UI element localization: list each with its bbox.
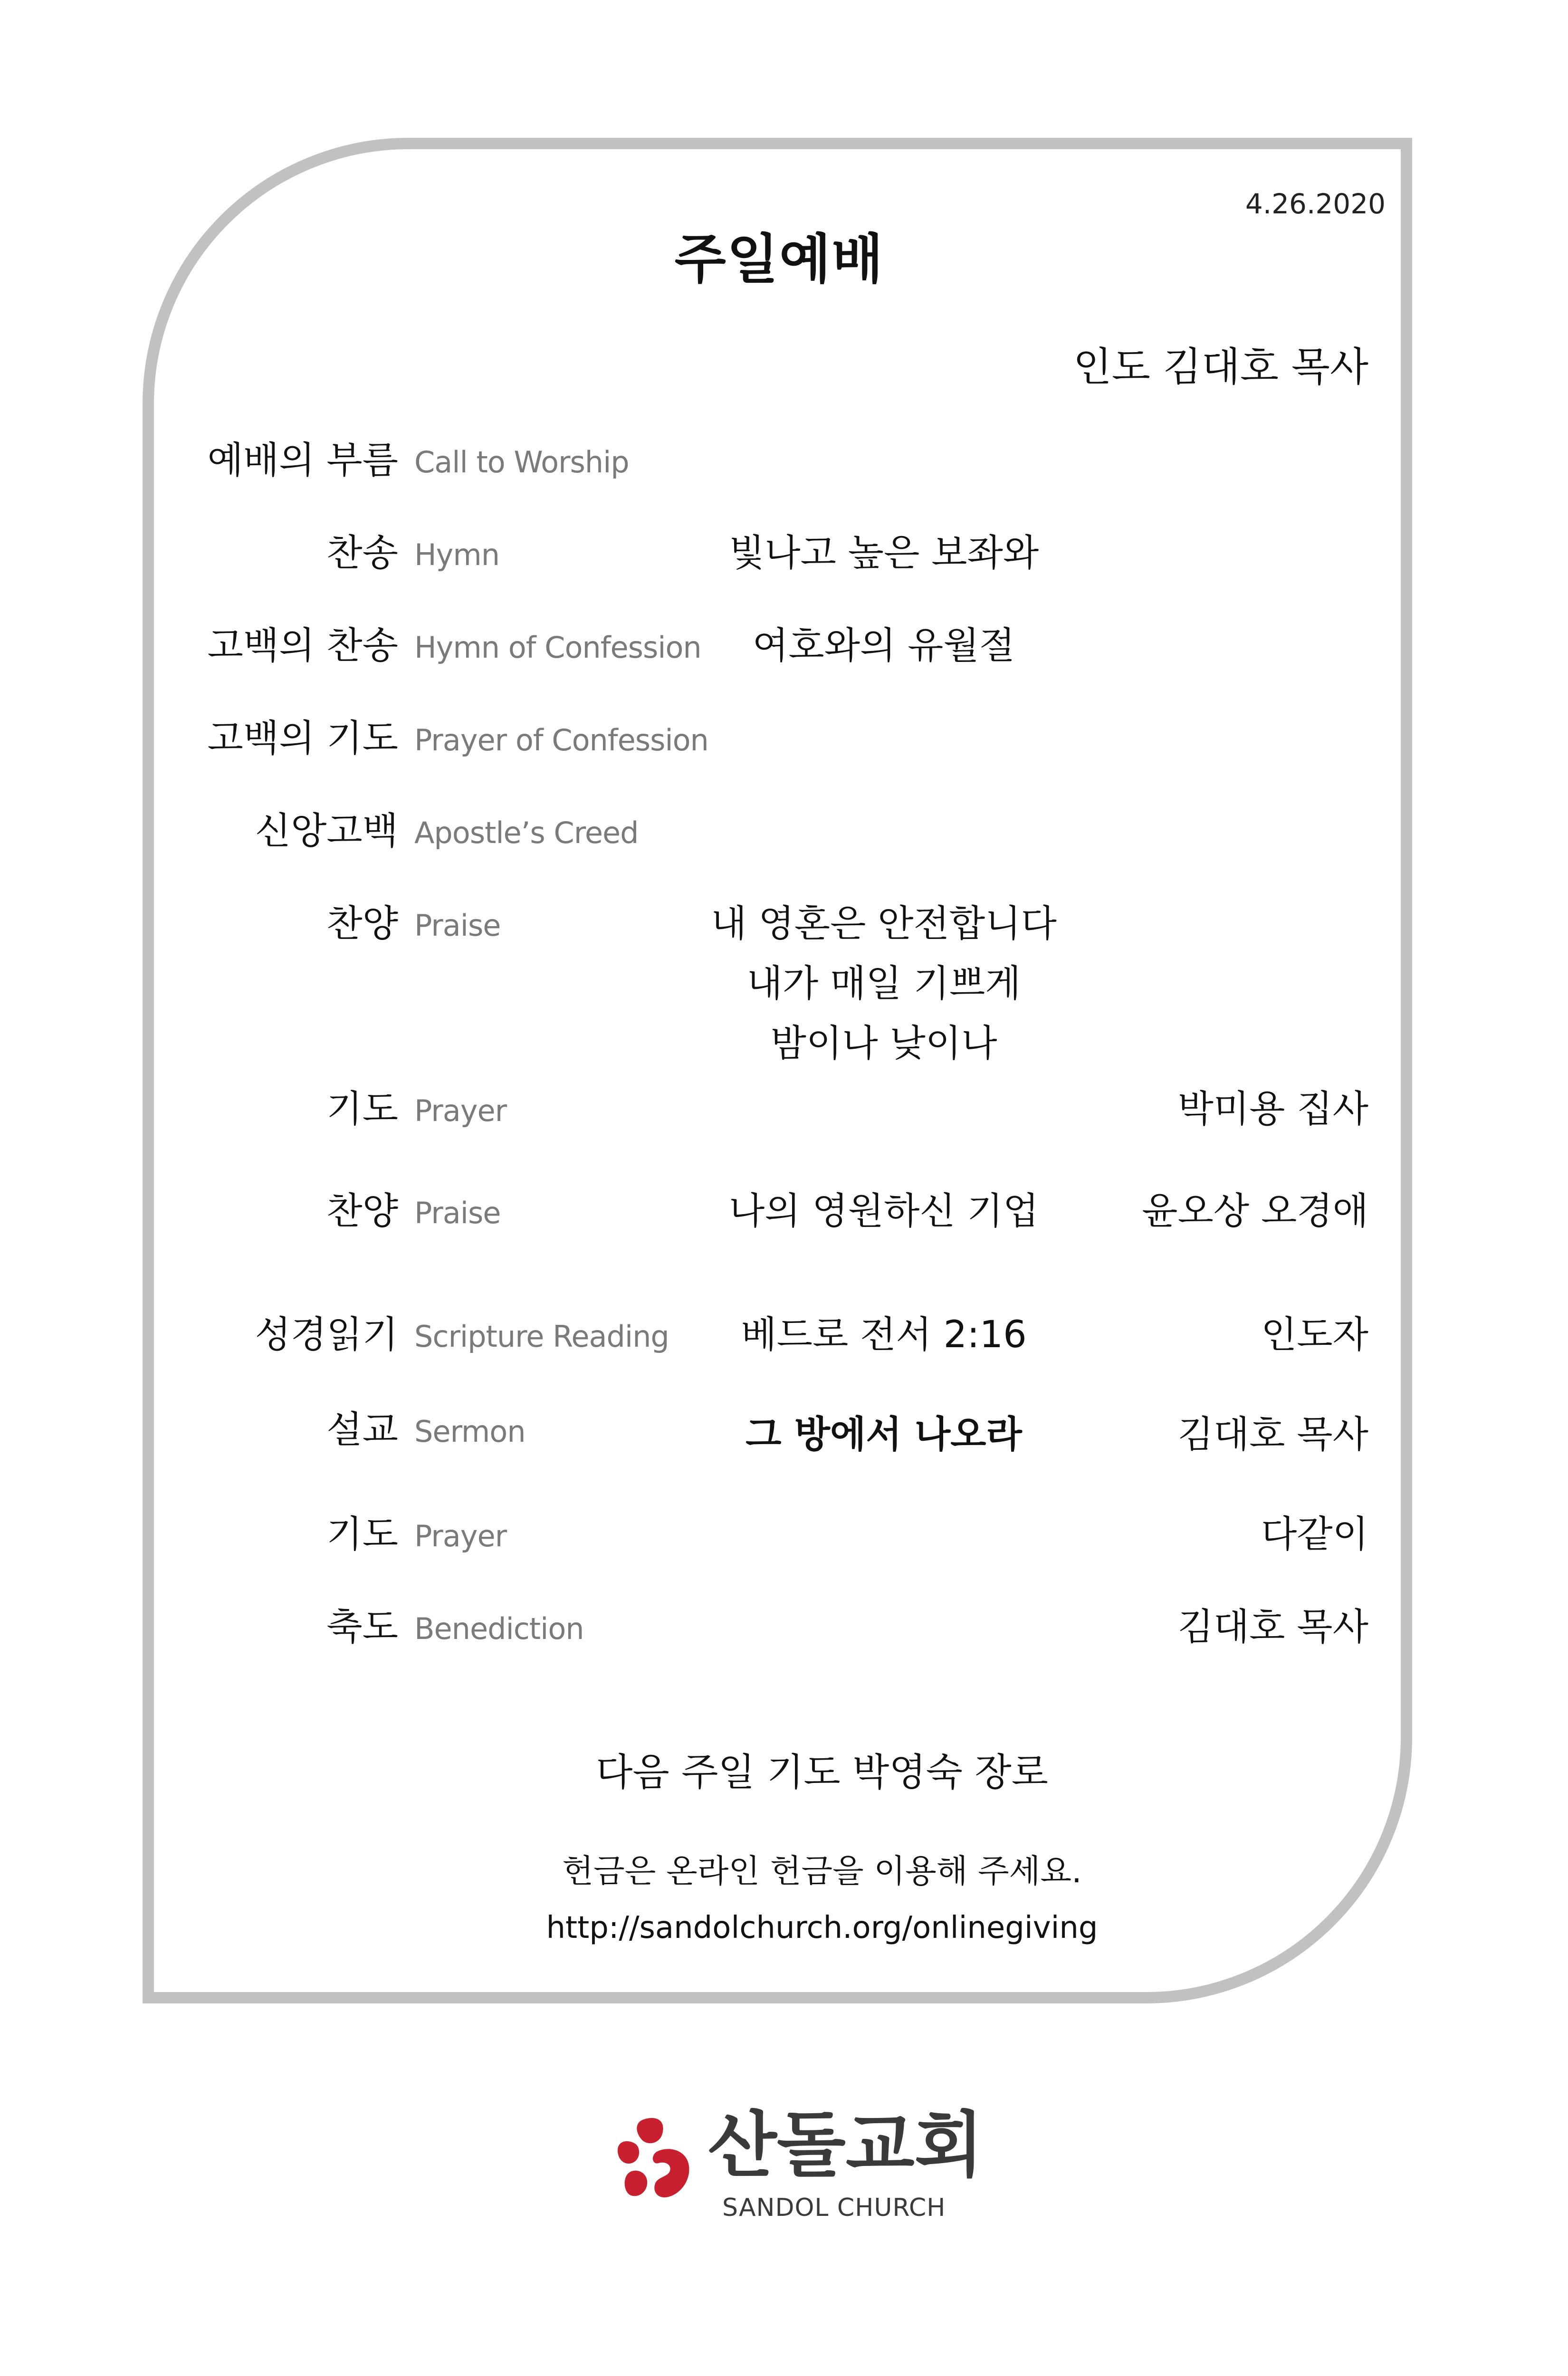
order-item-ko: 찬양 (326, 902, 398, 945)
praise-song: 내가 매일 기쁘게 (746, 962, 1021, 1005)
order-item-hymn-of-confession (0, 624, 1568, 684)
order-item-scripture-reading (0, 1313, 1568, 1373)
offering-note: 헌금은 온라인 헌금을 이용해 주세요. (562, 1853, 1082, 1890)
order-item-person: 박미용 집사 (1177, 1088, 1368, 1131)
order-item-ko: 찬송 (326, 532, 398, 575)
order-item-title: 빛나고 높은 보좌와 (728, 532, 1039, 575)
order-item-title: 나의 영원하신 기업 (728, 1190, 1039, 1233)
order-item-prayer-2 (0, 1513, 1568, 1573)
order-item-ko: 설교 (326, 1408, 398, 1451)
order-item-ko: 찬양 (326, 1190, 398, 1233)
order-item-prayer (0, 1088, 1568, 1148)
order-item-en: Benediction (414, 1611, 584, 1646)
order-item-en: Prayer (414, 1519, 507, 1553)
order-item-praise-2 (0, 1190, 1568, 1250)
order-item-sermon (0, 1408, 1568, 1468)
order-item-ko: 기도 (326, 1088, 398, 1131)
praise-song-list (698, 894, 1069, 1073)
order-item-ko: 고백의 기도 (207, 717, 398, 760)
order-item-ko: 기도 (326, 1513, 398, 1556)
order-item-ko: 축도 (326, 1606, 398, 1648)
order-item-en: Hymn (414, 537, 500, 572)
order-item-person: 김대호 목사 (1177, 1606, 1368, 1648)
order-item-en: Scripture Reading (414, 1319, 669, 1354)
order-item-prayer-of-confession (0, 717, 1568, 777)
praise-song: 밤이나 낮이나 (770, 1022, 997, 1065)
service-leader: 인도 김대호 목사 (1073, 344, 1368, 390)
order-item-ko: 예배의 부름 (207, 439, 398, 482)
order-item-person: 윤오상 오경애 (1142, 1190, 1368, 1233)
order-item-en: Prayer (414, 1093, 507, 1128)
service-date: 4.26.2020 (1245, 188, 1386, 220)
order-item-ko: 신앙고백 (255, 810, 398, 853)
order-item-en: Apostle’s Creed (414, 815, 639, 850)
order-item-call-to-worship (0, 439, 1568, 499)
order-item-en: Prayer of Confession (414, 723, 708, 757)
order-item-praise (0, 902, 1568, 1086)
next-week-prayer: 다음 주일 기도 박영숙 장로 (596, 1750, 1048, 1794)
order-item-hymn (0, 532, 1568, 592)
order-item-ko: 고백의 찬송 (207, 624, 398, 667)
offering-link[interactable]: http://sandolchurch.org/onlinegiving (546, 1910, 1098, 1945)
order-item-en: Hymn of Confession (414, 630, 701, 665)
logo-name-ko: 산돌교회 (708, 2104, 984, 2187)
order-item-en: Sermon (414, 1414, 526, 1449)
order-item-benediction (0, 1606, 1568, 1666)
order-item-en: Praise (414, 908, 501, 943)
page-title: 주일예배 (674, 229, 884, 290)
order-item-title: 베드로 전서 2:16 (741, 1313, 1027, 1356)
sandol-logo-icon (613, 2115, 694, 2200)
logo-name-en: SANDOL CHURCH (722, 2194, 946, 2222)
praise-song: 내 영혼은 안전합니다 (711, 902, 1057, 945)
order-item-en: Call to Worship (414, 445, 629, 479)
sermon-title: 그 방에서 나오라 (746, 1413, 1022, 1456)
order-item-person: 다같이 (1261, 1513, 1368, 1556)
order-item-title: 여호와의 유월절 (752, 624, 1015, 667)
order-item-en: Praise (414, 1196, 501, 1230)
order-item-ko: 성경읽기 (255, 1313, 398, 1356)
order-item-person: 인도자 (1261, 1313, 1368, 1356)
order-item-apostles-creed (0, 810, 1568, 870)
church-logo (613, 2104, 984, 2233)
order-item-person: 김대호 목사 (1177, 1413, 1368, 1456)
